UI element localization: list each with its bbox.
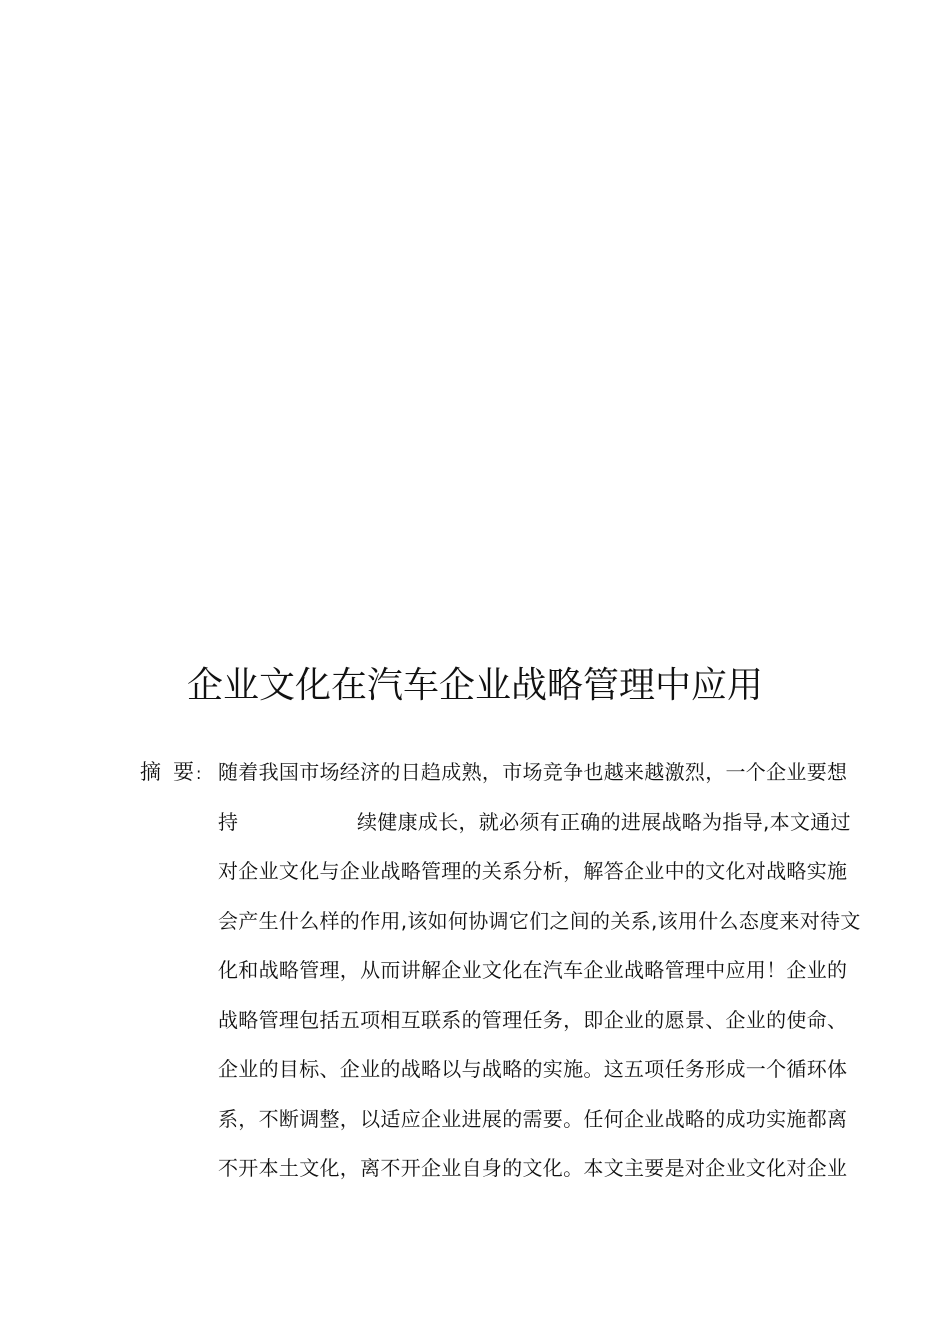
abstract-label-char-2: 要 xyxy=(173,760,194,784)
abstract-line-2-start: 持 xyxy=(218,810,239,834)
abstract-line-6: 战略管理包括五项相互联系的管理任务，即企业的愿景、企业的使命、 xyxy=(218,1008,848,1032)
abstract-line-5: 化和战略管理，从而讲解企业文化在汽车企业战略管理中应用！企业的 xyxy=(218,958,848,982)
abstract-line-8: 系，不断调整，以适应企业进展的需要。任何企业战略的成功实施都离 xyxy=(218,1107,848,1131)
abstract-line-9: 不开本土文化，离不开企业自身的文化。本文主要是对企业文化对企业 xyxy=(218,1156,848,1180)
abstract-line-7: 企业的目标、企业的战略以与战略的实施。这五项任务形成一个循环体 xyxy=(218,1057,848,1081)
abstract-line-1: 随着我国市场经济的日趋成熟，市场竞争也越来越激烈，一个企业要想 xyxy=(218,760,848,784)
abstract-label-char-1: 摘 xyxy=(140,760,161,784)
abstract-label-colon: : xyxy=(196,764,202,783)
abstract-line-3: 对企业文化与企业战略管理的关系分析，解答企业中的文化对战略实施 xyxy=(218,859,848,883)
abstract-label xyxy=(140,757,201,789)
document-title: 企业文化在汽车企业战略管理中应用 xyxy=(186,665,763,706)
abstract-line-2-rest: 续健康成长，就必须有正确的进展战略为指导,本文通过 xyxy=(357,810,851,834)
abstract-line-4: 会产生什么样的作用,该如何协调它们之间的关系,该用什么态度来对待文 xyxy=(218,909,861,933)
